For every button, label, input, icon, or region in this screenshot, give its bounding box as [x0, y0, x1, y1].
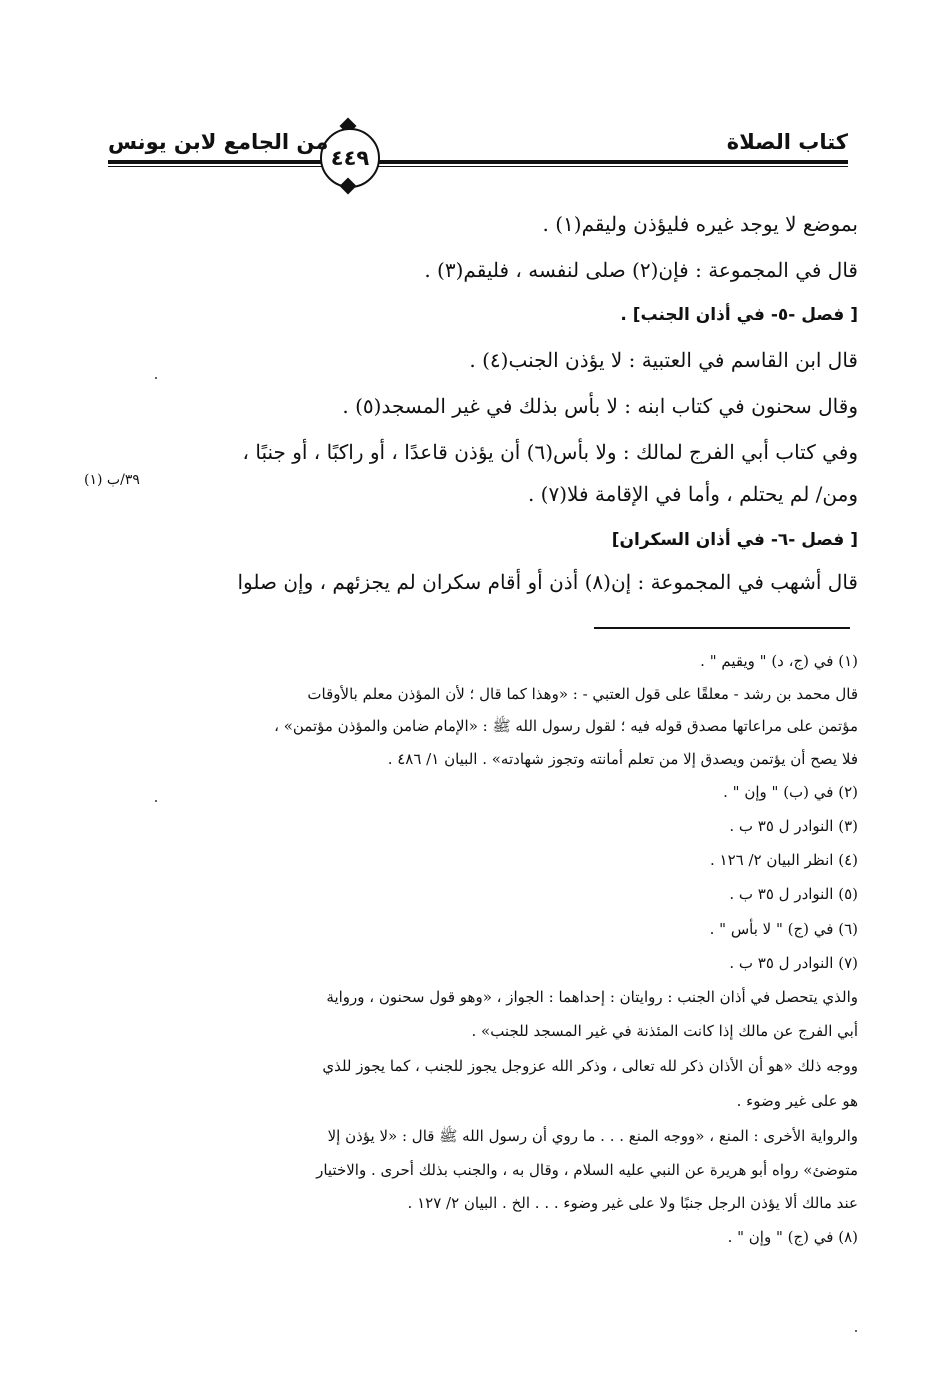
text-line: قال أشهب في المجموعة : إن(٨) أذن أو أقام سكران لم يجزئهم ، وإن صلوا [237, 570, 858, 594]
page-number: ٤٤٩ [320, 128, 380, 188]
text-line: قال في المجموعة : فإن(٢) صلى لنفسه ، فليقم(٣) . [424, 258, 858, 282]
footnote-line: (٧) النوادر ل ٣٥ ب . [729, 954, 858, 972]
footnote-line: (٦) في (ج) " لا بأس " . [709, 920, 858, 938]
header-rule-thick [108, 160, 848, 164]
section-heading: [ فصل -٥- في أذان الجنب] . [620, 305, 858, 325]
footnote-line: (٨) في (ج) " وإن " . [727, 1228, 858, 1246]
chapter-title: كتاب الصلاة [726, 130, 848, 154]
footnote-line: (٢) في (ب) " وإن " . [723, 783, 858, 801]
running-header [108, 128, 848, 168]
text-line: بموضع لا يوجد غيره فليؤذن وليقم(١) . [542, 212, 858, 236]
manuscript-folio-note: ٣٩/ب (١) [84, 472, 140, 488]
text-line: وقال سحنون في كتاب ابنه : لا بأس بذلك في غير المسجد(٥) . [342, 394, 858, 418]
text-line: وفي كتاب أبي الفرج لمالك : ولا بأس(٦) أن يؤذن قاعدًا ، أو راكبًا ، أو جنبًا ، [242, 440, 858, 464]
footnote-separator [594, 627, 850, 629]
footnote-line: متوضئ» رواه أبو هريرة عن النبي عليه السلام ، وقال به ، والجنب بذلك أحرى . والاختيار [316, 1161, 858, 1179]
footnote-line: ووجه ذلك «هو أن الأذان ذكر لله تعالى ، وذكر الله عزوجل يجوز للجنب ، كما يجوز للذي [322, 1057, 858, 1075]
header-rule-thin [108, 166, 848, 167]
footnote-line: (٥) النوادر ل ٣٥ ب . [729, 885, 858, 903]
footnote-line: عند مالك ألا يؤذن الرجل جنبًا ولا على غير وضوء . . . الخ . البيان ٢/ ١٢٧ . [407, 1194, 858, 1212]
section-heading: [ فصل -٦- في أذان السكران] [611, 530, 858, 550]
footnote-line: (١) في (ج، د) " ويقيم " . [700, 652, 858, 670]
text-line: ومن/ لم يحتلم ، وأما في الإقامة فلا(٧) . [527, 482, 858, 506]
scan-speck [855, 1330, 857, 1332]
footnote-line: والذي يتحصل في أذان الجنب : روايتان : إحداهما : الجواز ، «وهو قول سحنون ، ورواية [326, 988, 858, 1006]
scan-speck [155, 377, 157, 379]
footnote-line: قال محمد بن رشد - معلقًا على قول العتبي - : «وهذا كما قال ؛ لأن المؤذن معلم بالأوقات [307, 685, 858, 703]
book-title: من الجامع لابن يونس [108, 130, 329, 154]
footnote-line: فلا يصح أن يؤتمن ويصدق إلا من تعلم أمانته وتجوز شهادته» . البيان ١/ ٤٨٦ . [387, 750, 858, 768]
footnote-line: مؤتمن على مراعاتها مصدق قوله فيه ؛ لقول رسول الله ﷺ : «الإمام ضامن والمؤذن مؤتمن» ، [274, 717, 858, 735]
footnote-line: (٤) انظر البيان ٢/ ١٢٦ . [710, 851, 858, 869]
footnote-line: (٣) النوادر ل ٣٥ ب . [729, 817, 858, 835]
footnote-line: أبي الفرج عن مالك إذا كانت المئذنة في غير المسجد للجنب» . [471, 1022, 858, 1040]
footnote-line: والرواية الأخرى : المنع ، «ووجه المنع . . . ما روي أن رسول الله ﷺ قال : «لا يؤذن إلا [327, 1127, 858, 1145]
scan-speck [155, 800, 157, 802]
footnote-line: هو على غير وضوء . [736, 1092, 858, 1110]
text-line: قال ابن القاسم في العتبية : لا يؤذن الجنب(٤) . [469, 348, 858, 372]
